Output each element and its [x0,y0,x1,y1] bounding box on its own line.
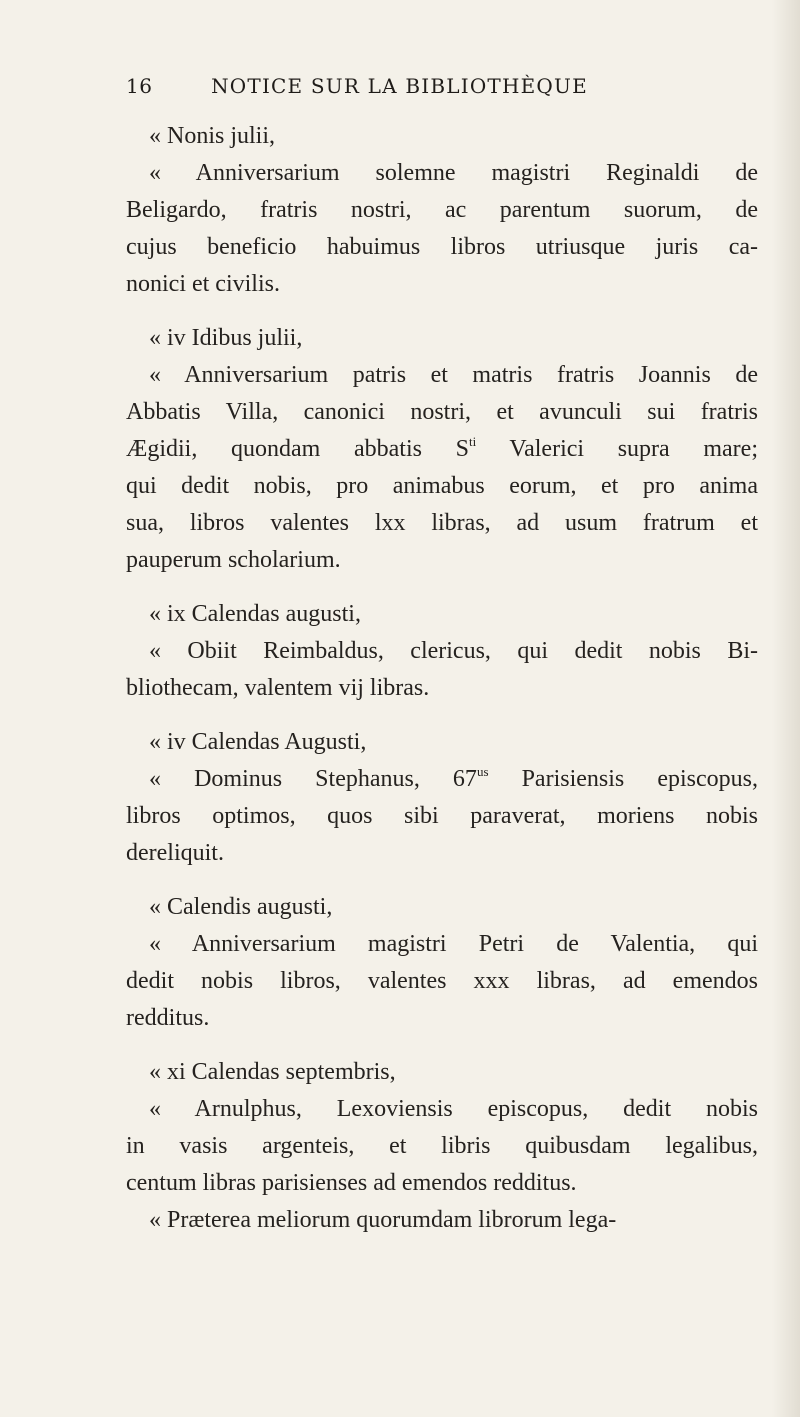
text-segment: « Dominus Stephanus, 67 [149,766,477,792]
text-line: dereliquit. [126,840,224,866]
date-heading: « ix Calendas augusti, [149,601,361,627]
text-line: bliothecam, valentem vij libras. [126,675,430,701]
text-line [126,761,758,798]
date-heading: « iv Calendas Augusti, [149,729,367,755]
paragraph-gap [126,303,758,320]
text-line: « Præterea meliorum quorumdam librorum lega- [149,1207,617,1233]
running-header [126,74,673,110]
text-segment: Valerici supra mare; [476,436,758,462]
paragraph-gap [126,579,758,596]
running-title: NOTICE SUR LA BIBLIOTHÈQUE [211,74,588,98]
text-line: nonici et civilis. [126,271,280,297]
date-heading: « xi Calendas septembris, [149,1059,396,1085]
superscript-ordinal: us [476,764,489,779]
text-line [126,431,758,468]
text-line: « Anniversarium solemne magistri Reginaldi de [149,160,758,186]
text-segment: Parisiensis episcopus, [488,766,758,792]
paragraph-gap [126,1037,758,1054]
page-number: 16 [126,74,153,98]
text-line: cujus beneficio habuimus libros utriusque juris ca- [126,234,758,260]
text-line: pauperum scholarium. [126,547,341,573]
paragraph-gap [126,872,758,889]
date-heading: « Nonis julii, [149,123,276,149]
text-line: « Anniversarium magistri Petri de Valentia, qui [149,931,758,957]
text-line: libros optimos, quos sibi paraverat, moriens nobis [126,803,758,829]
text-line: « Arnulphus, Lexoviensis episcopus, dedit nobis [149,1096,758,1122]
page-edge-shadow [772,0,800,1417]
page-text [126,118,758,1239]
text-line: redditus. [126,1005,210,1031]
date-heading: « iv Idibus julii, [149,325,303,351]
text-line: « Anniversarium patris et matris fratris Joannis de [149,362,758,388]
text-line: qui dedit nobis, pro animabus eorum, et pro anima [126,473,758,499]
text-line: in vasis argenteis, et libris quibusdam legalibus, [126,1133,758,1159]
date-heading: « Calendis augusti, [149,894,333,920]
text-line: Beligardo, fratris nostri, ac parentum suorum, de [126,197,758,223]
text-line: dedit nobis libros, valentes xxx libras, ad emendos [126,968,758,994]
text-segment: Ægidii, quondam abbatis S [126,436,469,462]
text-line: Abbatis Villa, canonici nostri, et avunculi sui fratris [126,399,758,425]
text-line: centum libras parisienses ad emendos redditus. [126,1170,577,1196]
text-line: « Obiit Reimbaldus, clericus, qui dedit nobis Bi- [149,638,758,664]
text-line: sua, libros valentes lxx libras, ad usum fratrum et [126,510,758,536]
paragraph-gap [126,707,758,724]
superscript-abbreviation: ti [468,434,477,449]
